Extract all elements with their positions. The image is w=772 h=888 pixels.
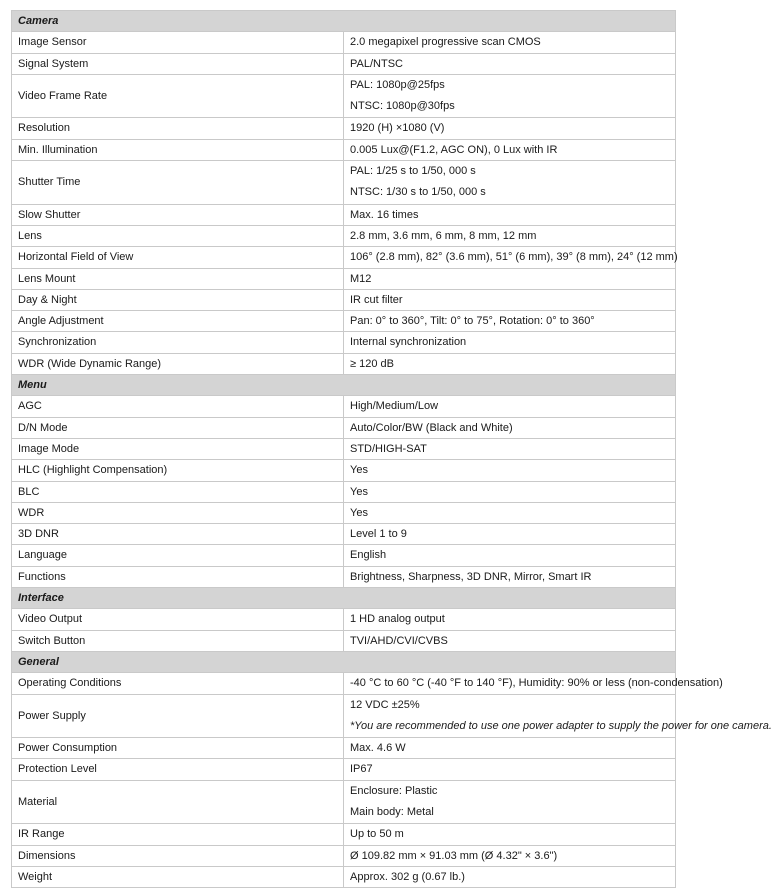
spec-row-protection-level bbox=[12, 759, 676, 780]
spec-value-text: -40 °C to 60 °C (-40 °F to 140 °F), Humidity: 90% or less (non-condensation) bbox=[350, 677, 723, 690]
spec-label: Video Frame Rate bbox=[12, 74, 344, 118]
spec-value-line: PAL: 1080p@25fps bbox=[350, 78, 445, 91]
spec-value bbox=[344, 845, 676, 866]
spec-row-functions bbox=[12, 566, 676, 587]
spec-row-language bbox=[12, 545, 676, 566]
spec-value-line: PAL: 1/25 s to 1/50, 000 s bbox=[350, 165, 476, 178]
spec-row-dimensions bbox=[12, 845, 676, 866]
spec-value-text: Ø 109.82 mm × 91.03 mm (Ø 4.32" × 3.6") bbox=[350, 849, 558, 862]
spec-row-d-n-mode bbox=[12, 417, 676, 438]
spec-value bbox=[344, 118, 676, 139]
spec-value-text: Up to 50 m bbox=[350, 828, 404, 841]
spec-value bbox=[344, 53, 676, 74]
spec-row-3d-dnr bbox=[12, 524, 676, 545]
section-title: Interface bbox=[12, 588, 676, 609]
specification-sheet bbox=[11, 10, 772, 888]
spec-value-text: IP67 bbox=[350, 763, 373, 776]
spec-label: Lens bbox=[12, 225, 344, 246]
spec-row-operating-conditions bbox=[12, 673, 676, 694]
spec-row-lens-mount bbox=[12, 268, 676, 289]
spec-label: Language bbox=[12, 545, 344, 566]
spec-value-text: 106° (2.8 mm), 82° (3.6 mm), 51° (6 mm), 39° (8 mm), 24° (12 mm) bbox=[350, 251, 678, 264]
spec-row-agc bbox=[12, 396, 676, 417]
spec-value bbox=[344, 481, 676, 502]
spec-value-text: Pan: 0° to 360°, Tilt: 0° to 75°, Rotation: 0° to 360° bbox=[350, 315, 595, 328]
spec-value-text: Approx. 302 g (0.67 lb.) bbox=[350, 870, 465, 883]
spec-label: AGC bbox=[12, 396, 344, 417]
spec-row-slow-shutter bbox=[12, 204, 676, 225]
spec-label: WDR (Wide Dynamic Range) bbox=[12, 353, 344, 374]
spec-row-wdr bbox=[12, 502, 676, 523]
spec-value bbox=[344, 32, 676, 53]
spec-label: Day & Night bbox=[12, 289, 344, 310]
spec-label: HLC (Highlight Compensation) bbox=[12, 460, 344, 481]
spec-value-text: M12 bbox=[350, 272, 372, 285]
spec-label: WDR bbox=[12, 502, 344, 523]
section-header-menu bbox=[12, 375, 676, 396]
spec-value bbox=[344, 311, 676, 332]
spec-value bbox=[344, 545, 676, 566]
spec-value bbox=[344, 289, 676, 310]
spec-value bbox=[344, 609, 676, 630]
section-title: Menu bbox=[12, 375, 676, 396]
section-title: General bbox=[12, 651, 676, 672]
section-header-camera bbox=[12, 11, 676, 32]
spec-value-text: 2.8 mm, 3.6 mm, 6 mm, 8 mm, 12 mm bbox=[350, 229, 537, 242]
spec-label: Angle Adjustment bbox=[12, 311, 344, 332]
spec-value bbox=[344, 247, 676, 268]
spec-value bbox=[344, 353, 676, 374]
spec-value bbox=[344, 738, 676, 759]
spec-row-video-output bbox=[12, 609, 676, 630]
spec-value bbox=[344, 694, 772, 738]
spec-row-switch-button bbox=[12, 630, 676, 651]
spec-row-wdr-wide-dynamic-range bbox=[12, 353, 676, 374]
spec-value-note: *You are recommended to use one power adapter to supply the power for one camera. bbox=[350, 719, 772, 732]
spec-row-hlc-highlight-compensation bbox=[12, 460, 676, 481]
spec-row-blc bbox=[12, 481, 676, 502]
spec-row-power-consumption bbox=[12, 738, 676, 759]
spec-value-line: NTSC: 1/30 s to 1/50, 000 s bbox=[350, 186, 486, 199]
spec-value bbox=[344, 759, 676, 780]
spec-value bbox=[344, 673, 723, 694]
spec-value-text: Auto/Color/BW (Black and White) bbox=[350, 421, 513, 434]
spec-value bbox=[344, 502, 676, 523]
spec-value-text: Yes bbox=[350, 485, 368, 498]
spec-row-day-night bbox=[12, 289, 676, 310]
spec-row-video-frame-rate bbox=[12, 74, 676, 118]
spec-label: Signal System bbox=[12, 53, 344, 74]
spec-row-horizontal-field-of-view bbox=[12, 247, 676, 268]
spec-value-text: Internal synchronization bbox=[350, 336, 467, 349]
spec-value-text: TVI/AHD/CVI/CVBS bbox=[350, 634, 448, 647]
spec-label: Material bbox=[12, 780, 344, 824]
spec-label: Image Sensor bbox=[12, 32, 344, 53]
spec-label: Power Consumption bbox=[12, 738, 344, 759]
spec-value bbox=[344, 438, 676, 459]
spec-value bbox=[344, 417, 676, 438]
section-header-interface bbox=[12, 588, 676, 609]
spec-value bbox=[344, 780, 676, 824]
spec-label: Resolution bbox=[12, 118, 344, 139]
spec-label: Min. Illumination bbox=[12, 139, 344, 160]
spec-row-lens bbox=[12, 225, 676, 246]
spec-value-text: 0.005 Lux@(F1.2, AGC ON), 0 Lux with IR bbox=[350, 143, 558, 156]
section-header-general bbox=[12, 651, 676, 672]
spec-row-angle-adjustment bbox=[12, 311, 676, 332]
spec-value bbox=[344, 396, 676, 417]
spec-label: Horizontal Field of View bbox=[12, 247, 344, 268]
spec-row-synchronization bbox=[12, 332, 676, 353]
spec-value bbox=[344, 566, 676, 587]
spec-value bbox=[344, 866, 676, 887]
spec-value bbox=[344, 332, 676, 353]
spec-row-weight bbox=[12, 866, 676, 887]
spec-value-text: Max. 4.6 W bbox=[350, 742, 406, 755]
spec-value-text: STD/HIGH-SAT bbox=[350, 442, 427, 455]
spec-row-resolution bbox=[12, 118, 676, 139]
spec-value-line: 12 VDC ±25% bbox=[350, 698, 420, 711]
spec-label: Protection Level bbox=[12, 759, 344, 780]
spec-value-text: IR cut filter bbox=[350, 293, 403, 306]
spec-label: BLC bbox=[12, 481, 344, 502]
spec-value bbox=[344, 204, 676, 225]
spec-value bbox=[344, 139, 676, 160]
spec-label: Functions bbox=[12, 566, 344, 587]
spec-value-line: NTSC: 1080p@30fps bbox=[350, 100, 455, 113]
spec-label: D/N Mode bbox=[12, 417, 344, 438]
spec-value-text: High/Medium/Low bbox=[350, 400, 439, 413]
spec-label: Image Mode bbox=[12, 438, 344, 459]
spec-value-text: Max. 16 times bbox=[350, 208, 419, 221]
spec-value-text: 2.0 megapixel progressive scan CMOS bbox=[350, 36, 541, 49]
spec-value-text: 1 HD analog output bbox=[350, 613, 445, 626]
spec-label: Video Output bbox=[12, 609, 344, 630]
spec-value-text: Yes bbox=[350, 506, 368, 519]
spec-label: Shutter Time bbox=[12, 161, 344, 205]
spec-value-line: Main body: Metal bbox=[350, 805, 434, 818]
spec-row-signal-system bbox=[12, 53, 676, 74]
spec-label: IR Range bbox=[12, 824, 344, 845]
spec-row-image-mode bbox=[12, 438, 676, 459]
spec-value bbox=[344, 630, 676, 651]
spec-value-text: Brightness, Sharpness, 3D DNR, Mirror, Smart IR bbox=[350, 570, 592, 583]
spec-label: Slow Shutter bbox=[12, 204, 344, 225]
spec-label: Weight bbox=[12, 866, 344, 887]
section-title: Camera bbox=[12, 11, 676, 32]
spec-row-power-supply bbox=[12, 694, 676, 738]
spec-label: Power Supply bbox=[12, 694, 344, 738]
spec-label: Synchronization bbox=[12, 332, 344, 353]
spec-label: Dimensions bbox=[12, 845, 344, 866]
spec-value-text: ≥ 120 dB bbox=[350, 357, 394, 370]
spec-value bbox=[344, 225, 676, 246]
spec-label: 3D DNR bbox=[12, 524, 344, 545]
spec-value-text: PAL/NTSC bbox=[350, 57, 403, 70]
spec-value bbox=[344, 161, 676, 205]
spec-row-material bbox=[12, 780, 676, 824]
spec-value bbox=[344, 824, 676, 845]
specification-table-body bbox=[12, 11, 772, 888]
spec-value-line: Enclosure: Plastic bbox=[350, 784, 438, 797]
spec-label: Switch Button bbox=[12, 630, 344, 651]
spec-label: Lens Mount bbox=[12, 268, 344, 289]
specification-table bbox=[11, 10, 772, 888]
spec-value-text: Level 1 to 9 bbox=[350, 528, 407, 541]
spec-value bbox=[344, 460, 676, 481]
spec-value-text: English bbox=[350, 549, 387, 562]
spec-value bbox=[344, 74, 676, 118]
spec-row-ir-range bbox=[12, 824, 676, 845]
spec-row-shutter-time bbox=[12, 161, 676, 205]
spec-value bbox=[344, 268, 676, 289]
spec-label: Operating Conditions bbox=[12, 673, 344, 694]
spec-row-image-sensor bbox=[12, 32, 676, 53]
spec-value bbox=[344, 524, 676, 545]
spec-value-text: Yes bbox=[350, 464, 368, 477]
spec-value-text: 1920 (H) ×1080 (V) bbox=[350, 122, 445, 135]
spec-row-min-illumination bbox=[12, 139, 676, 160]
